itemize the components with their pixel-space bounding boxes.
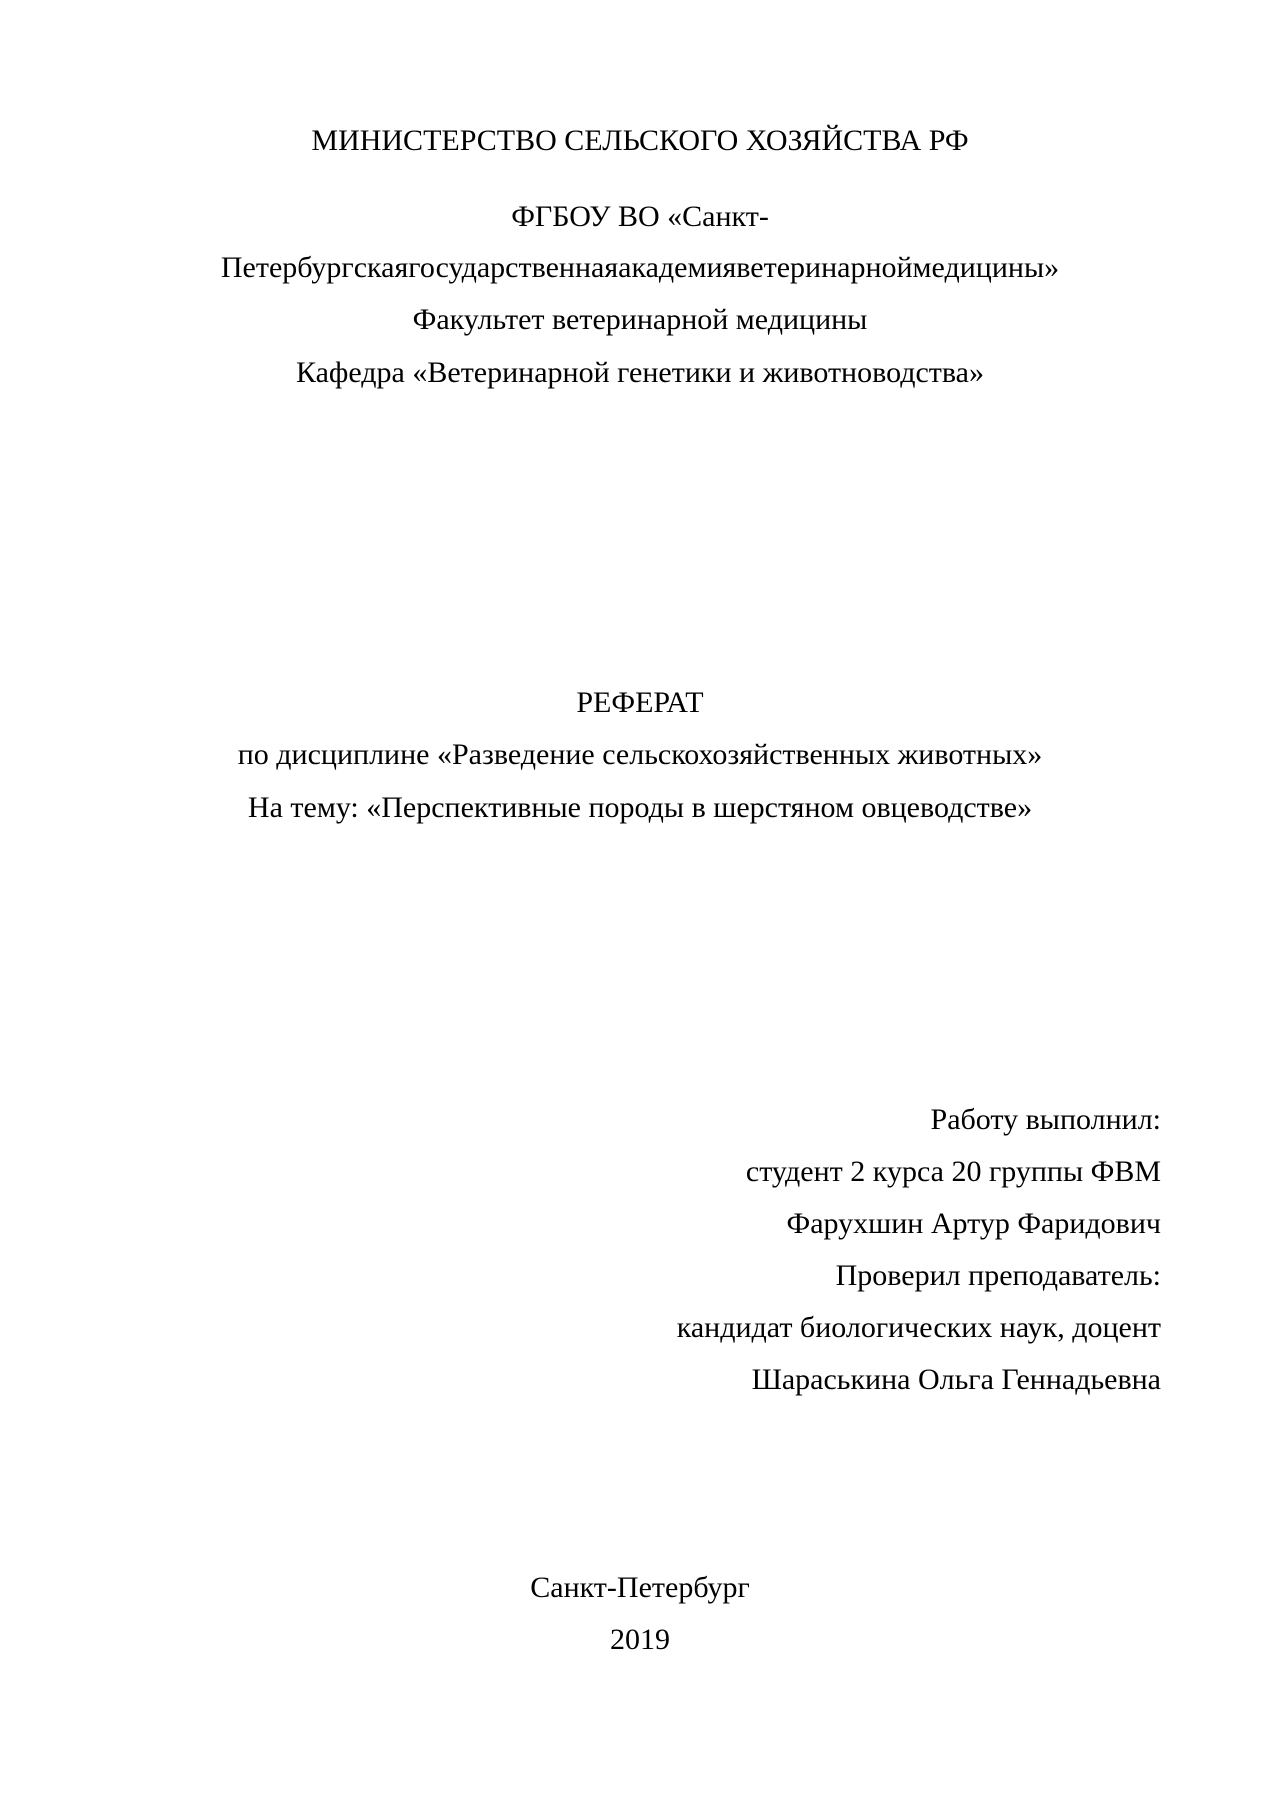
document-type-title: РЕФЕРАТ (576, 686, 704, 719)
teacher-name: Шараськина Ольга Геннадьевна (751, 1363, 1161, 1396)
institution-line-1: ФГБОУ ВО «Санкт- (511, 200, 769, 233)
student-info: студент 2 курса 20 группы ФВМ (745, 1155, 1161, 1188)
city: Санкт-Петербург (530, 1571, 750, 1604)
faculty-name: Факультет ветеринарной медицины (412, 303, 868, 336)
ministry-heading: МИНИСТЕРСТВО СЕЛЬСКОГО ХОЗЯЙСТВА РФ (311, 124, 969, 157)
performed-by-label: Работу выполнил: (930, 1103, 1161, 1136)
student-name: Фарухшин Артур Фаридович (786, 1207, 1161, 1240)
teacher-degree: кандидат биологических наук, доцент (676, 1311, 1161, 1344)
department-name: Кафедра «Ветеринарной генетики и животноводства» (296, 356, 984, 389)
topic-line: На тему: «Перспективные породы в шерстяном овцеводстве» (247, 791, 1033, 824)
institution-line-2: Петербургскаягосударственнаяакадемияветеринарноймедицины» (220, 251, 1060, 284)
checked-by-label: Проверил преподаватель: (835, 1259, 1161, 1292)
discipline-line: по дисциплине «Разведение сельскохозяйственных животных» (237, 738, 1043, 771)
year: 2019 (610, 1623, 670, 1656)
